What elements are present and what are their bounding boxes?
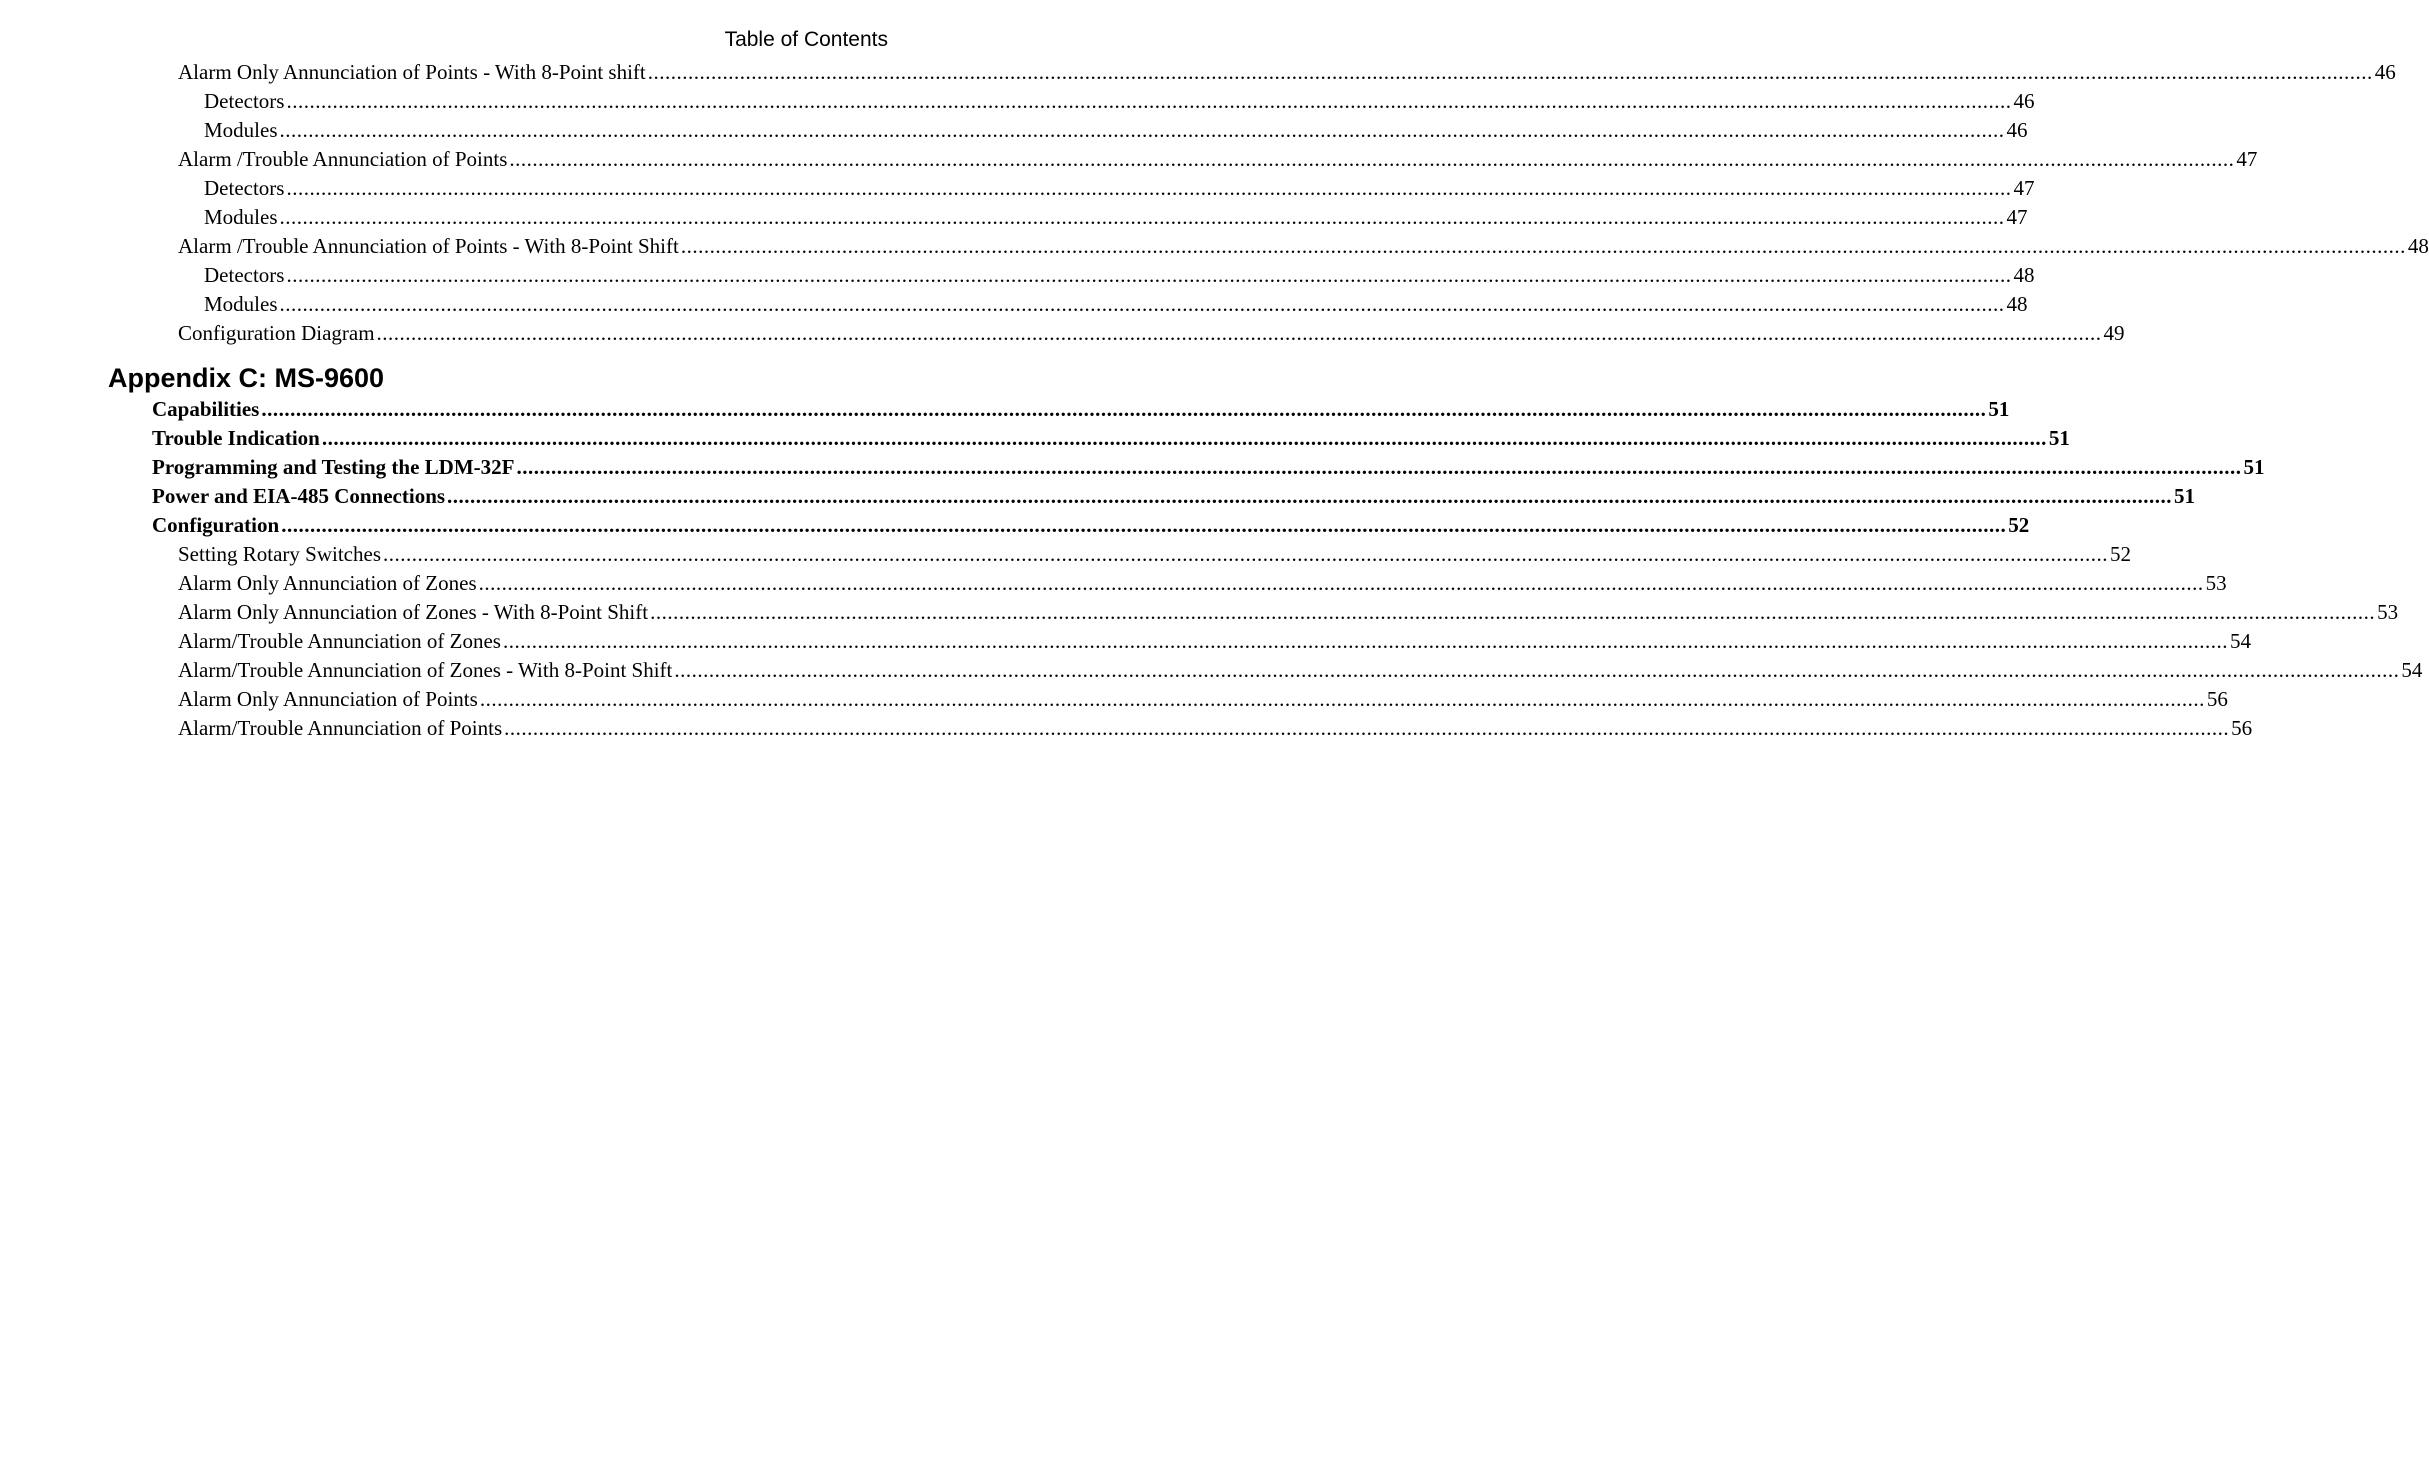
toc-entry-label: Alarm /Trouble Annunciation of Points - With 8-Point Shift — [178, 234, 679, 258]
dot-leader: ............................................................................................................................................................................................................................................................................................................ — [502, 629, 2228, 653]
toc-entry[interactable] — [204, 116, 2028, 145]
dot-leader: ............................................................................................................................................................................................................................................................................................................ — [286, 176, 2012, 200]
toc-entry[interactable] — [178, 714, 2253, 743]
toc-entry-page-number: 51 — [2174, 484, 2196, 508]
toc-entry-label: Alarm/Trouble Annunciation of Points — [178, 716, 503, 740]
appendix-heading: Appendix C: MS-9600 — [108, 363, 385, 393]
toc-entry-page-number: 48 — [2013, 263, 2035, 287]
toc-entry-page-number: 47 — [2013, 176, 2035, 200]
toc-entry-label: Alarm Only Annunciation of Points - With 8-Point shift — [178, 60, 646, 84]
toc-entry[interactable] — [204, 203, 2028, 232]
toc-entry[interactable] — [178, 145, 2258, 174]
toc-entry[interactable] — [152, 395, 2010, 424]
toc-entry-page-number: 53 — [2377, 600, 2399, 624]
dot-leader: ............................................................................................................................................................................................................................................................................................................ — [321, 426, 2047, 450]
toc-entry-page-number: 51 — [2048, 426, 2070, 450]
toc-entry-label: Alarm /Trouble Annunciation of Points — [178, 147, 508, 171]
toc-entry-page-number: 48 — [2407, 234, 2429, 258]
dot-leader: ............................................................................................................................................................................................................................................................................................................ — [504, 716, 2230, 740]
dot-leader: ............................................................................................................................................................................................................................................................................................................ — [286, 263, 2012, 287]
toc-entry-label: Setting Rotary Switches — [178, 542, 381, 566]
toc-entry-page-number: 56 — [2231, 716, 2253, 740]
toc-entry-label: Detectors — [204, 176, 285, 200]
toc-entry-page-number: 48 — [2006, 292, 2028, 316]
toc-entry-page-number: 52 — [2110, 542, 2131, 566]
dot-leader: ............................................................................................................................................................................................................................................................................................................ — [286, 89, 2012, 113]
toc-entry-page-number: 52 — [2008, 513, 2030, 537]
toc-entry[interactable] — [204, 87, 2035, 116]
toc-entry-page-number: 53 — [2205, 571, 2227, 595]
dot-leader: ............................................................................................................................................................................................................................................................................................................ — [650, 600, 2376, 624]
toc-entry-label: Alarm Only Annunciation of Zones - With 8-Point Shift — [178, 600, 649, 624]
dot-leader: ............................................................................................................................................................................................................................................................................................................ — [647, 60, 2373, 84]
toc-entry-label: Alarm/Trouble Annunciation of Zones - With 8-Point Shift — [178, 658, 673, 682]
toc-entry[interactable] — [204, 261, 2035, 290]
toc-entry[interactable] — [178, 540, 2131, 569]
toc-entry-label: Configuration — [152, 513, 280, 537]
toc-entry[interactable] — [204, 174, 2035, 203]
toc-entry-page-number: 46 — [2374, 60, 2396, 84]
toc-entry[interactable] — [178, 232, 2429, 261]
toc-entry-label: Detectors — [204, 89, 285, 113]
toc-entry[interactable] — [178, 58, 2396, 87]
toc-entry-page-number: 46 — [2006, 118, 2028, 142]
dot-leader: ............................................................................................................................................................................................................................................................................................................ — [279, 205, 2005, 229]
dot-leader: ............................................................................................................................................................................................................................................................................................................ — [516, 455, 2242, 479]
toc-entry[interactable] — [178, 685, 2228, 714]
toc-entry-page-number: 54 — [2401, 658, 2423, 682]
toc-entry-label: Modules — [204, 205, 278, 229]
toc-entry-page-number: 54 — [2229, 629, 2251, 653]
toc-entry[interactable] — [152, 424, 2070, 453]
toc-entry-label: Capabilities — [152, 397, 260, 421]
toc-entry[interactable] — [152, 482, 2196, 511]
toc-entry-label: Alarm Only Annunciation of Zones — [178, 571, 477, 595]
toc-entry-label: Detectors — [204, 263, 285, 287]
dot-leader: ............................................................................................................................................................................................................................................................................................................ — [383, 542, 2108, 566]
toc-entry[interactable] — [178, 627, 2251, 656]
dot-leader: ............................................................................................................................................................................................................................................................................................................ — [261, 397, 1987, 421]
dot-leader: ............................................................................................................................................................................................................................................................................................................ — [680, 234, 2406, 258]
toc-entry-label: Power and EIA-485 Connections — [152, 484, 446, 508]
toc-entry-page-number: 47 — [2006, 205, 2028, 229]
dot-leader: ............................................................................................................................................................................................................................................................................................................ — [279, 118, 2005, 142]
dot-leader: ............................................................................................................................................................................................................................................................................................................ — [447, 484, 2173, 508]
toc-entry-label: Modules — [204, 118, 278, 142]
dot-leader: ............................................................................................................................................................................................................................................................................................................ — [376, 321, 2102, 345]
running-header-title: Table of Contents — [724, 28, 888, 51]
dot-leader: ............................................................................................................................................................................................................................................................................................................ — [279, 292, 2005, 316]
dot-leader: ............................................................................................................................................................................................................................................................................................................ — [509, 147, 2235, 171]
toc-entry[interactable] — [152, 453, 2265, 482]
toc-entry[interactable] — [178, 569, 2227, 598]
toc-entry[interactable] — [178, 319, 2125, 348]
toc-entry[interactable] — [152, 511, 2030, 540]
toc-entry[interactable] — [178, 656, 2423, 685]
toc-entry[interactable] — [178, 598, 2399, 627]
toc-entry-label: Alarm/Trouble Annunciation of Zones — [178, 629, 501, 653]
toc-entry-page-number: 47 — [2236, 147, 2258, 171]
toc-entry-page-number: 51 — [1988, 397, 2010, 421]
toc-entry-label: Trouble Indication — [152, 426, 320, 450]
toc-entry-page-number: 51 — [2243, 455, 2265, 479]
toc-entry-page-number: 49 — [2103, 321, 2125, 345]
toc-entry[interactable] — [204, 290, 2028, 319]
toc-entry-page-number: 46 — [2013, 89, 2035, 113]
dot-leader: ............................................................................................................................................................................................................................................................................................................ — [478, 571, 2204, 595]
toc-entry-page-number: 56 — [2206, 687, 2228, 711]
dot-leader: ............................................................................................................................................................................................................................................................................................................ — [674, 658, 2400, 682]
toc-entry-label: Modules — [204, 292, 278, 316]
dot-leader: ............................................................................................................................................................................................................................................................................................................ — [281, 513, 2007, 537]
toc-entry-label: Configuration Diagram — [178, 321, 375, 345]
dot-leader: ............................................................................................................................................................................................................................................................................................................ — [479, 687, 2205, 711]
toc-entry-label: Alarm Only Annunciation of Points — [178, 687, 478, 711]
toc-entry-label: Programming and Testing the LDM-32F — [152, 455, 515, 479]
